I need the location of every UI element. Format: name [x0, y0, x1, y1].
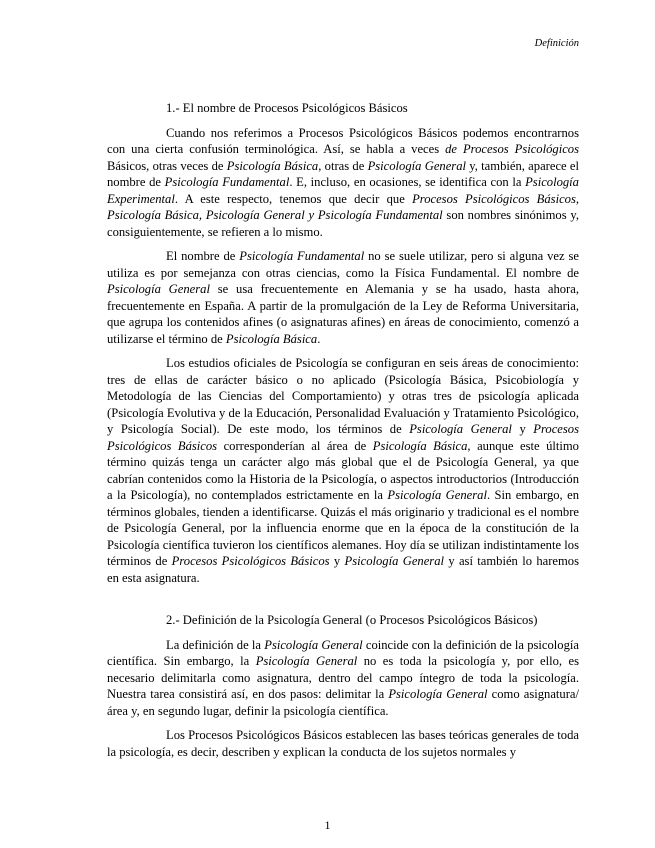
running-header: Definición [534, 38, 579, 49]
italic-term: Procesos Psicológicos Básicos [107, 422, 579, 453]
italic-term: Psicología General [264, 637, 363, 652]
document-body [107, 100, 579, 768]
italic-term: Psicología Experimental [107, 175, 579, 206]
italic-term: Psicología General [255, 654, 358, 668]
italic-term: Psicología Básica [225, 331, 318, 346]
italic-term: Psicología General [344, 554, 444, 568]
italic-term: Procesos Psicológicos Básicos, Psicología Básica, Psicología General y Psicología Fundamental [107, 191, 580, 222]
paragraph: Los Procesos Psicológicos Básicos establecen las bases teóricas generales de toda la psicología, es decir, describen y explican la conducta de los sujetos normales y [107, 728, 579, 759]
italic-term: Psicología Fundamental [164, 175, 290, 189]
italic-term: Procesos Psicológicos Básicos [171, 554, 330, 568]
paragraph: Los estudios oficiales de Psicología se configuran en seis áreas de conocimiento: tres de ellas de carácter básico o no aplicado (Psicología Básica, Psicobiología y Metodología de las Ciencias del Comportamiento) y otras tres de psicología aplicada (Psicología Evolutiva y de la Educación, Personalidad Evaluación y Tratamiento Psicológico, y Psicología Social). De este modo, los términos de Psicología General y Procesos Psicológicos Básicos corresponderían al área de Psicología Básica, aunque este último término quizás tenga un carácter algo más global que el de Psicología General, ya que cabrían contenidos como la Historia de la Psicología, o aspectos introductorios (Introducción a la Psicología), no contemplados estrictamente en la Psicología General. Sin embargo, en términos globales, tienden a identificarse. Quizás el más originario y tradicional es el nombre de Psicología General, por la influencia enorme que en la época de la constitución de la Psicología científica tuvieron los científicos alemanes. Hoy día se utilizan indistintamente los términos de Procesos Psicológicos Básicos y Psicología General y así también lo haremos en esta asignatura. [107, 356, 579, 585]
italic-term: Psicología General [107, 282, 210, 296]
paragraph: La definición de la Psicología General coincide con la definición de la psicología científica. Sin embargo, la Psicología General no es toda la psicología y, por ello, es necesario delimitarla como asignatura, dentro del campo íntegro de toda la psicología. Nuestra tarea consistirá así, en dos pasos: delimitar la Psicología General como asignatura/área y, en segundo lugar, definir la psicología científica. [107, 637, 579, 718]
italic-term: Psicología General [367, 158, 466, 173]
italic-term: Psicología General [387, 488, 487, 502]
section-1-heading: 1.- El nombre de Procesos Psicológicos Básicos [166, 101, 408, 115]
page-number: 1 [324, 818, 331, 832]
italic-term: Psicología Básica [226, 158, 319, 173]
italic-term: Psicología Fundamental [239, 249, 365, 263]
paragraph: Cuando nos referimos a Procesos Psicológicos Básicos podemos encontrarnos con una cierta confusión terminológica. Así, se habla a veces de Procesos Psicológicos Básicos, otras veces de Psicología Básica, otras de Psicología General y, también, aparece el nombre de Psicología Fundamental. E, incluso, en ocasiones, se identifica con la Psicología Experimental. A este respecto, tenemos que decir que Procesos Psicológicos Básicos, Psicología Básica, Psicología General y Psicología Fundamental son nombres sinónimos y, consiguientemente, se refieren a lo mismo. [107, 125, 580, 239]
italic-term: de Procesos Psicológicos [445, 142, 579, 156]
italic-term: Psicología General [409, 422, 512, 436]
italic-term: Psicología General [388, 687, 488, 701]
italic-term: Psicología Básica [372, 438, 468, 453]
section-2-heading: 2.- Definición de la Psicología General (o Procesos Psicológicos Básicos) [166, 613, 538, 627]
paragraph: El nombre de Psicología Fundamental no se suele utilizar, pero si alguna vez se utiliza es por semejanza con otras ciencias, como la Física Fundamental. El nombre de Psicología General se usa frecuentemente en Alemania y se ha usado, hasta ahora, frecuentemente en España. A partir de la promulgación de la Ley de Reforma Universitaria, que agrupa los contenidos afines (o asignaturas afines) en áreas de conocimiento, comenzó a utilizarse el término de Psicología Básica. [107, 249, 579, 346]
